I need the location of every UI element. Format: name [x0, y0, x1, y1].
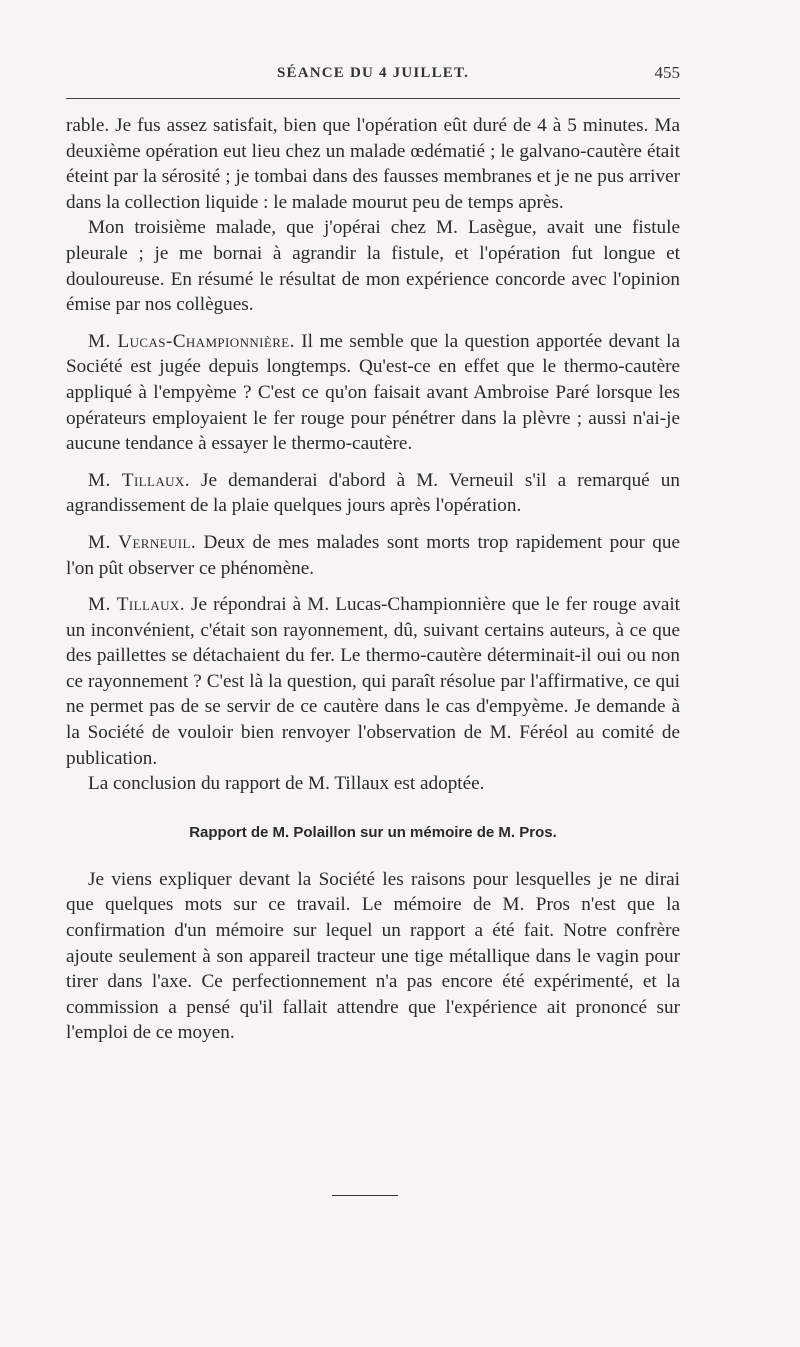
paragraph-text: Je demanderai d'abord à M. Verneuil s'il a remarqué un agrandissement de la plaie quelques jours après l'opération.: [66, 469, 680, 517]
speaker-name: M. Tillaux.: [88, 594, 185, 616]
speaker-name: M. Verneuil.: [88, 531, 197, 553]
section-title: Rapport de M. Polaillon sur un mémoire de M. Pros.: [189, 823, 557, 841]
paragraph-tillaux-reply: [66, 592, 680, 771]
paragraph-report: [66, 867, 680, 1046]
page-header: [66, 60, 680, 90]
speaker-name: M. Tillaux.: [88, 469, 190, 491]
running-title: SÉANCE DU 4 JUILLET.: [276, 65, 470, 81]
paragraph-continuation: [66, 113, 680, 215]
paragraph-verneuil: [66, 530, 680, 581]
paragraph-text: Je répondrai à M. Lucas-Championnière que le fer rouge avait un inconvénient, c'était son rayonnement, dû, suivant certains auteurs, à ce que des paillettes se détachaient du fer. Le thermo-cautère déterminait-il oui ou non ce rayonnement ? C'est là la question, qui paraît résolue par l'affirmative, ce qui ne permet pas de se servir de ce cautère dans le cas d'empyème. Je demande à la Société de vouloir bien renvoyer l'observation de M. Féréol au comité de publication.: [66, 594, 680, 769]
paragraph-tillaux-question: [66, 468, 680, 519]
paragraph-lucas-championniere: [66, 329, 680, 457]
page-number: 455: [654, 63, 680, 82]
paragraph-conclusion: [66, 771, 680, 797]
paragraph-text: Je viens expliquer devant la Société les raisons pour lesquelles je ne dirai que quelques mots sur ce travail. Le mémoire de M. Pros n'est que la confirmation d'un mémoire sur lequel un rapport a été fait. Notre confrère ajoute seulement à son appareil tracteur une tige métallique dans le vagin pour tirer dans l'axe. Ce perfectionnement n'a pas encore été expérimenté, et la commission a pensé qu'il fallait attendre que l'expérience ait prononcé sur l'emploi de ce moyen.: [66, 868, 680, 1044]
paragraph-text: Deux de mes malades sont morts trop rapidement pour que l'on pût observer ce phénomène.: [66, 531, 680, 579]
speaker-name: M. Lucas-Championnière.: [88, 330, 295, 352]
paragraph-text: Mon troisième malade, que j'opérai chez M. Lasègue, avait une fistule pleurale ; je me bornai à agrandir la fistule, et l'opération fut longue et douloureuse. En résumé le résultat de mon expérience concorde avec l'opinion émise par nos collègues.: [66, 217, 680, 316]
body-text: [66, 113, 680, 1046]
paragraph-text: rable. Je fus assez satisfait, bien que l'opération eût duré de 4 à 5 minutes. Ma deuxième opération eut lieu chez un malade œdématié ; le galvano-cautère était éteint par la sérosité ; je tombai dans des fausses membranes et je ne pus arriver dans la collection liquide : le malade mourut peu de temps après.: [66, 115, 680, 213]
paragraph-text: Il me semble que la question apportée devant la Société est jugée depuis longtemps. Qu'est-ce en effet que le thermo-cautère appliqué à l'empyème ? C'est ce qu'on faisait avant Ambroise Paré lorsque les opérateurs employaient le fer rouge pour pénétrer dans la plèvre ; aussi n'ai-je aucune tendance à essayer le thermo-cautère.: [66, 330, 681, 455]
paragraph-text: La conclusion du rapport de M. Tillaux est adoptée.: [88, 773, 485, 795]
end-rule: [332, 1195, 398, 1196]
paragraph-third-patient: [66, 215, 680, 317]
header-rule: [66, 98, 680, 99]
